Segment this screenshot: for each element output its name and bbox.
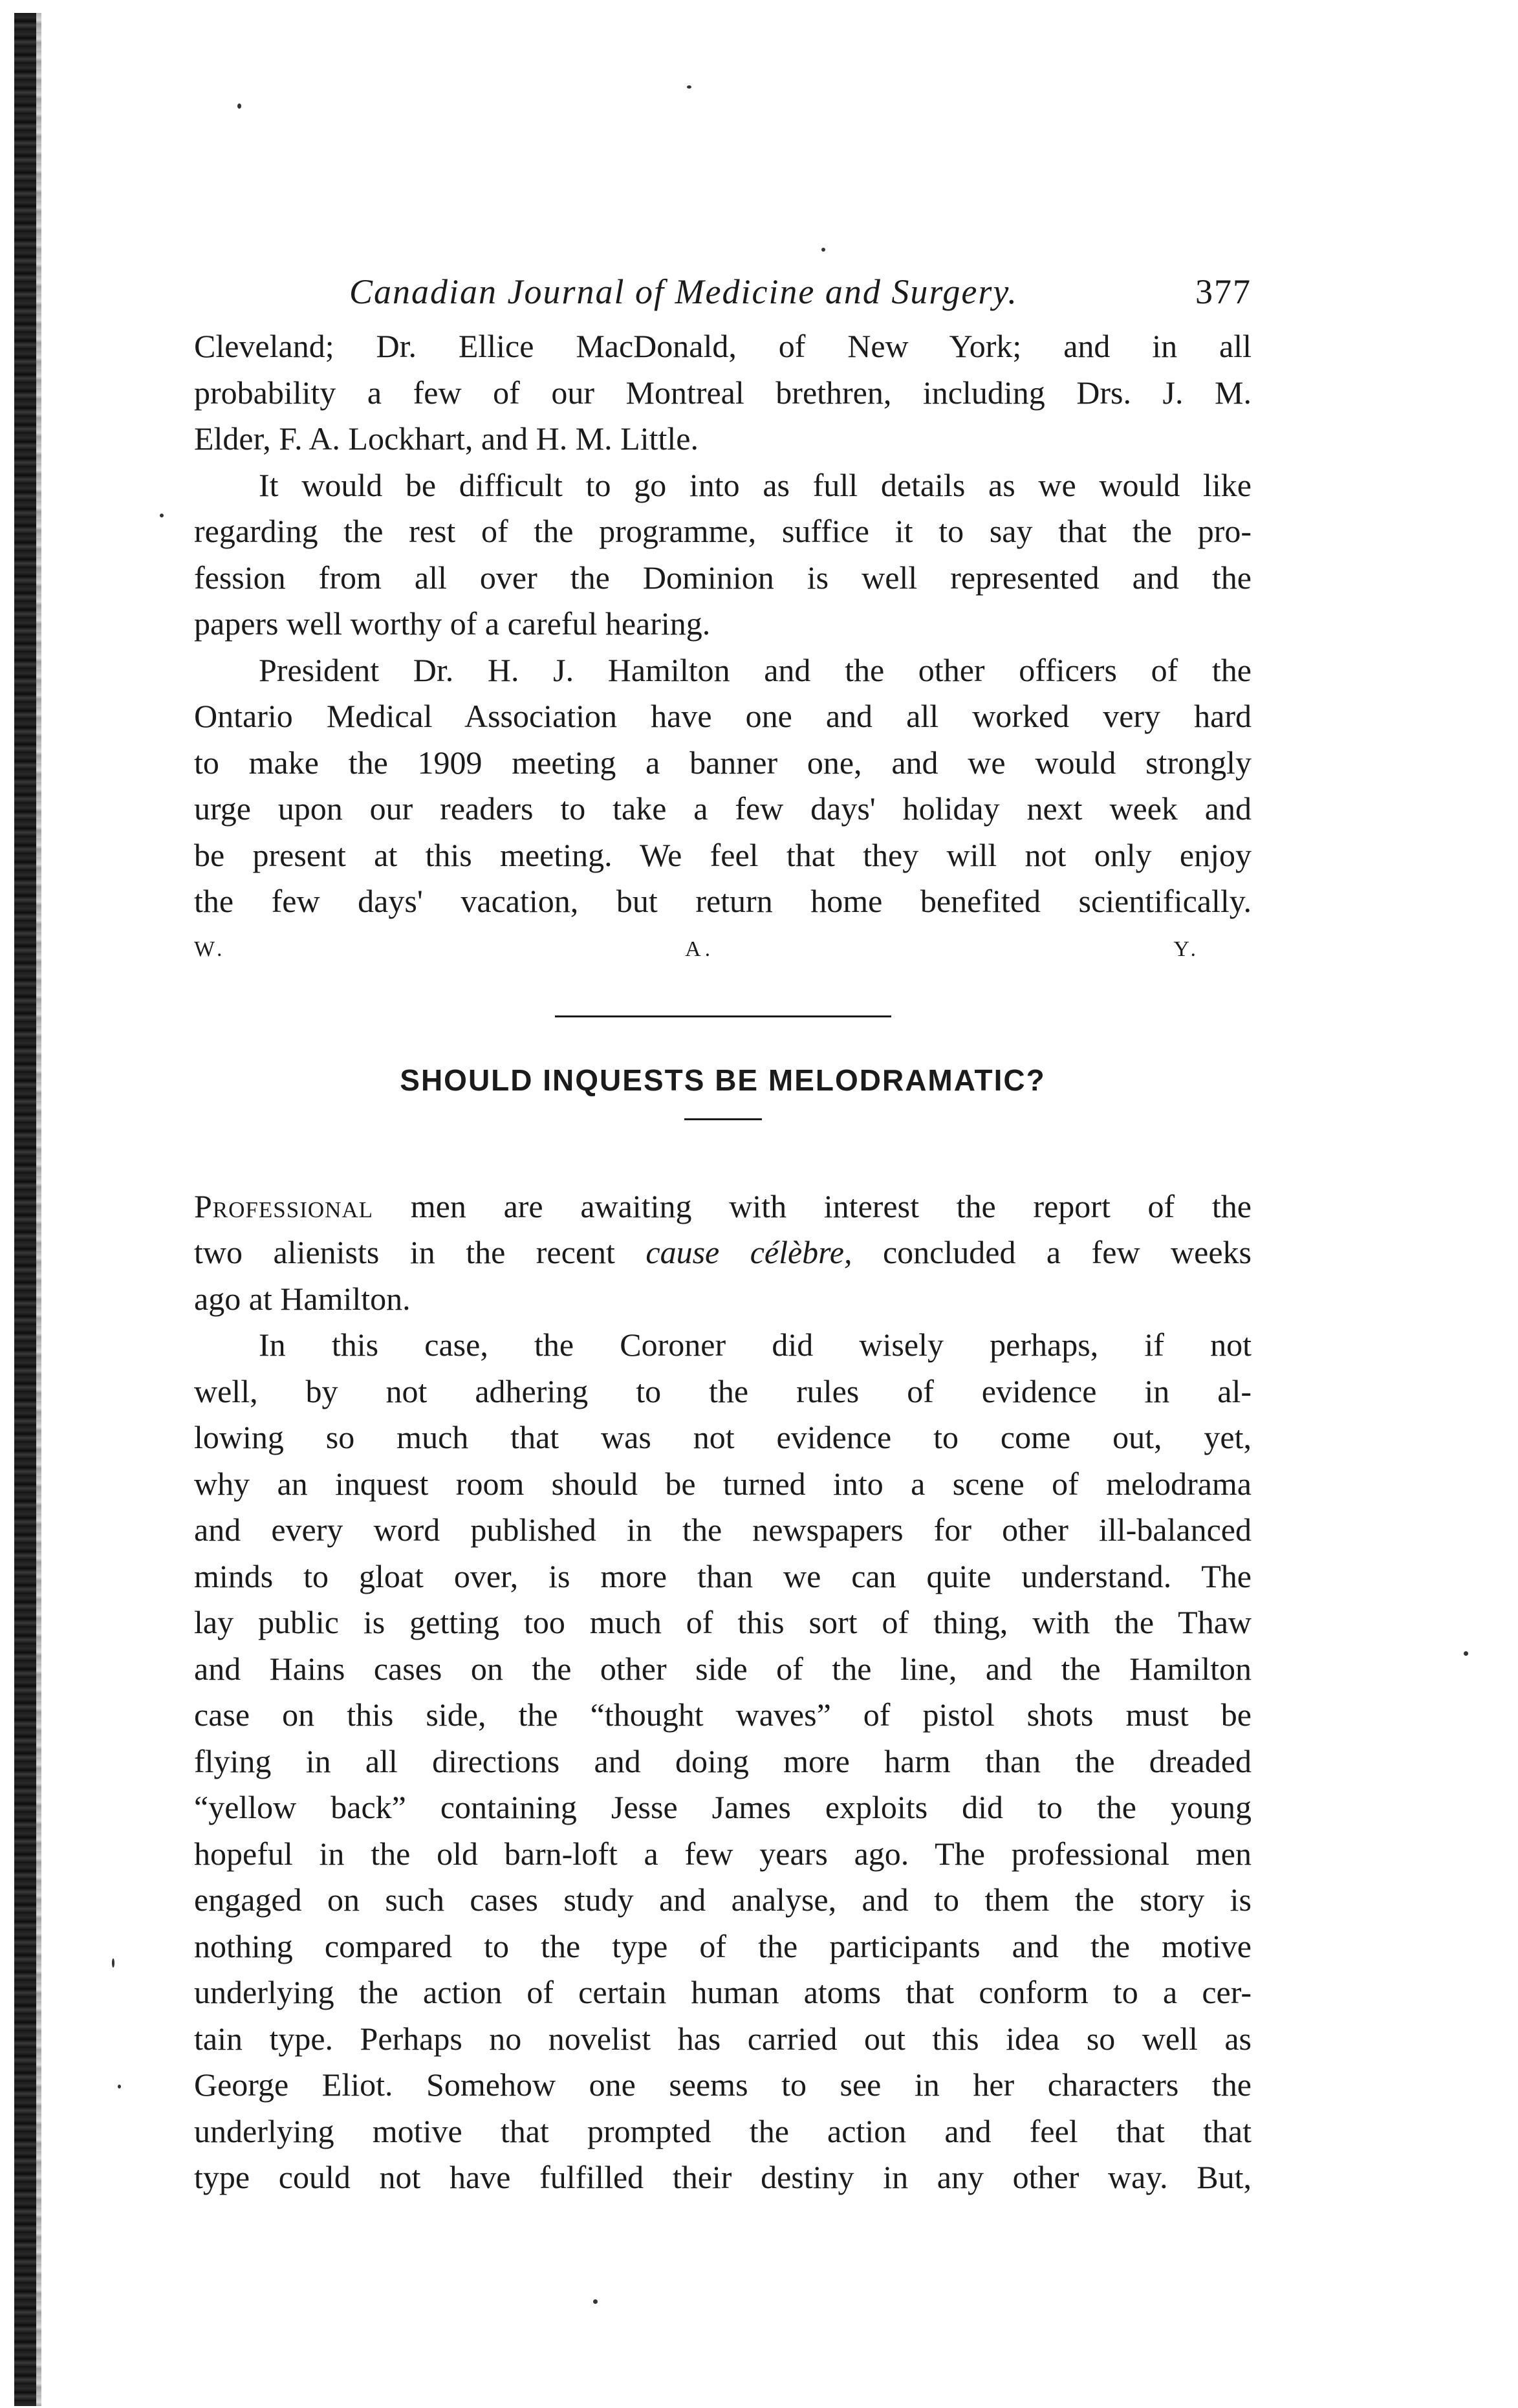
lead-word: Professional: [194, 1188, 374, 1224]
text-line: regarding the rest of the programme, suffice it to say that the pro-: [194, 513, 1252, 549]
text-line: fession from all over the Dominion is well represented and the: [194, 559, 1252, 596]
text-line: In this case, the Coroner did wisely perhaps, if not: [259, 1327, 1252, 1363]
ink-speck: [112, 1958, 114, 1968]
text-line: probability a few of our Montreal brethren, including Drs. J. M.: [194, 374, 1252, 411]
ink-speck: [118, 2085, 121, 2088]
binding-shadow: [36, 13, 41, 2406]
ink-speck: [160, 514, 164, 517]
journal-page: [194, 272, 1252, 2201]
text-line: type could not have fulfilled their destiny in any other way. But,: [194, 2159, 1252, 2195]
text-line: George Eliot. Somehow one seems to see in her characters the: [194, 2066, 1252, 2103]
text-line: ago at Hamilton.: [194, 1280, 411, 1317]
text-line: and Hains cases on the other side of the line, and the Hamilton: [194, 1650, 1252, 1687]
text-line: well, by not adhering to the rules of evidence in al-: [194, 1372, 1252, 1409]
author-initials: W. A. Y.: [194, 937, 1200, 961]
text-line: hopeful in the old barn-loft a few years ago. The professional men: [194, 1835, 1252, 1872]
text-line: and every word published in the newspapers for other ill-balanced: [194, 1512, 1252, 1548]
text-line: [194, 1184, 1252, 1230]
journal-title: Canadian Journal of Medicine and Surgery.: [349, 272, 1018, 311]
text-line: underlying motive that prompted the action and feel that that: [194, 2112, 1252, 2149]
text-line: Cleveland; Dr. Ellice MacDonald, of New York; and in all: [194, 328, 1252, 364]
text-line: [194, 1230, 1252, 1276]
text-line: engaged on such cases study and analyse, and to them the story is: [194, 1882, 1252, 1918]
paragraph: [194, 647, 1252, 925]
continued-article: [194, 323, 1252, 965]
text-line: Elder, F. A. Lockhart, and H. M. Little.: [194, 420, 699, 457]
paragraph: [194, 462, 1252, 647]
text-line: nothing compared to the type of the participants and the motive: [194, 1927, 1252, 1964]
paragraph: [194, 1322, 1252, 2201]
headline-rule: [684, 1118, 762, 1120]
text-line: papers well worthy of a careful hearing.: [194, 605, 711, 642]
text-run: men are awaiting with interest the report of the: [373, 1188, 1252, 1224]
running-head: [194, 272, 1252, 323]
ink-speck: [687, 85, 691, 89]
page-number: 377: [1195, 272, 1252, 311]
ink-speck: [821, 248, 825, 252]
text-line: underlying the action of certain human atoms that conform to a cer-: [194, 1974, 1252, 2010]
text-line: to make the 1909 meeting a banner one, and we would strongly: [194, 744, 1252, 781]
text-run: two alienists in the recent: [194, 1234, 646, 1270]
text-line: why an inquest room should be turned into a scene of melodrama: [194, 1465, 1252, 1502]
text-line: lay public is getting too much of this sort of thing, with the Thaw: [194, 1604, 1252, 1640]
text-line: Ontario Medical Association have one and all worked very hard: [194, 698, 1252, 734]
text-line: tain type. Perhaps no novelist has carried out this idea so well as: [194, 2020, 1252, 2057]
text-line: It would be difficult to go into as full details as we would like: [259, 466, 1252, 503]
text-line: be present at this meeting. We feel that they will not only enjoy: [194, 836, 1252, 873]
text-line: the few days' vacation, but return home benefited scientifically.: [194, 883, 1252, 919]
text-line: urge upon our readers to take a few days' holiday next week and: [194, 790, 1252, 827]
text-line: case on this side, the “thought waves” of pistol shots must be: [194, 1697, 1252, 1733]
ink-speck: [593, 2299, 598, 2304]
ink-speck: [1464, 1651, 1468, 1656]
article-body: [194, 1184, 1252, 2201]
paragraph: [194, 323, 1252, 462]
article-headline: SHOULD INQUESTS BE MELODRAMATIC?: [400, 1063, 1046, 1097]
italic-phrase: cause célèbre,: [645, 1234, 852, 1270]
binding-edge: [14, 13, 36, 2406]
paragraph: [194, 1184, 1252, 1323]
section-divider: [555, 1015, 891, 1017]
text-line: lowing so much that was not evidence to come out, yet,: [194, 1419, 1252, 1455]
text-line: “yellow back” containing Jesse James exploits did to the young: [194, 1789, 1252, 1825]
text-line: President Dr. H. J. Hamilton and the other officers of the: [259, 651, 1252, 688]
ink-speck: [237, 103, 241, 109]
text-line: minds to gloat over, is more than we can quite understand. The: [194, 1557, 1252, 1594]
text-run: concluded a few weeks: [852, 1234, 1252, 1270]
text-line: flying in all directions and doing more harm than the dreaded: [194, 1742, 1252, 1779]
